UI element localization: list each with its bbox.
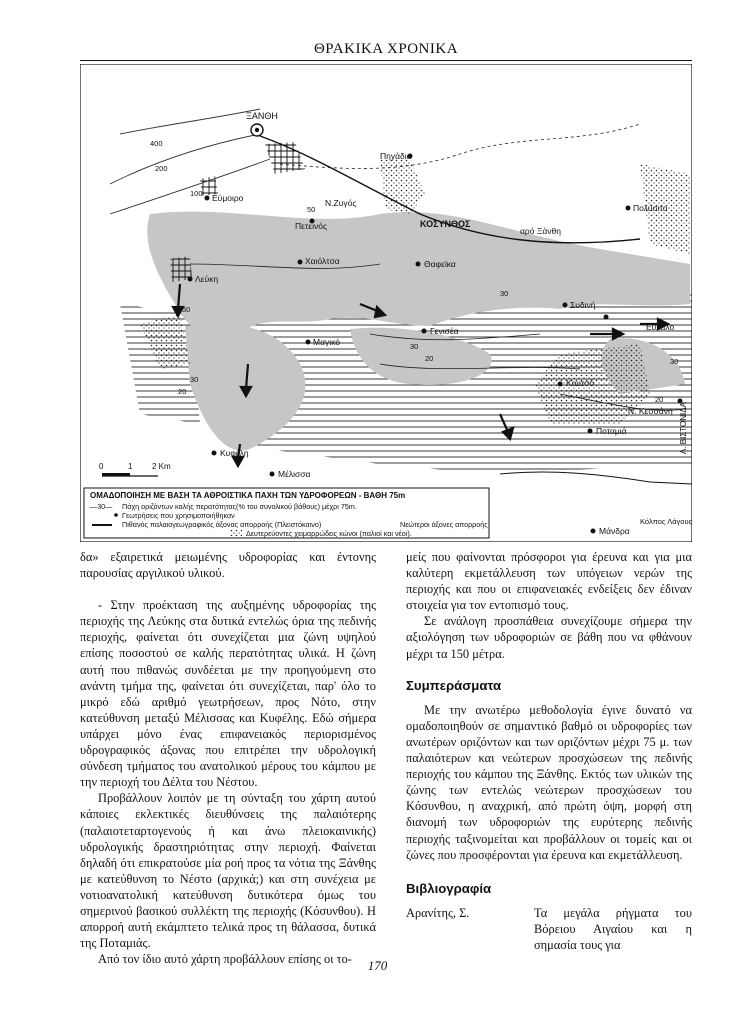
hydrogeological-map — [80, 64, 692, 542]
scale-two: 2 Km — [152, 462, 171, 471]
label-xanthi: ΞΑΝΘΗ — [246, 111, 278, 121]
contour-label-200: 200 — [155, 164, 168, 173]
label-koutso: Κουτσό — [566, 378, 595, 388]
label-evlalo: Εύλαλο — [646, 322, 675, 332]
contour-label-400: 400 — [150, 139, 163, 148]
label-magiko: Μαγικό — [313, 337, 341, 347]
contour-label-20c: 20 — [655, 395, 664, 404]
legend-title: ΟΜΑΔΟΠΟΙΗΣΗ ΜΕ ΒΑΣΗ ΤΑ ΑΘΡΟΙΣΤΙΚΑ ΠΑΧΗ ΤΩΝ ΥΔΡΟΦΟΡΕΩΝ - ΒΑΘΗ 75m — [90, 491, 406, 500]
left-para-0: δα» εξαιρετικά μειωμένης υδροφορίας και έντονης παρουσίας αργιλικού υλικού. — [80, 550, 376, 581]
label-sydini: Συδινή — [570, 300, 596, 310]
header-rule — [80, 60, 692, 61]
right-para-0: μείς που φαίνονται πρόσφοροι για έρευνα και για μια καλύτερη εκμετάλλευση των υπόγειων νερών της περιοχής και που οι επιφανειακές ενδείξεις δεν έδιναν στοιχεία για τον εντοπισμό τους. — [406, 550, 692, 613]
legend-line-4: Δευτερεύοντες χειμαρρώδεις κώνοι (παλιοί και νέοι). — [246, 529, 412, 538]
right-para-2: Με την ανωτέρω μεθοδολογία έγινε δυνατό να ομαδοποιηθούν σε σημαντικό βαθμό οι υδροφορίες των ανωτέρων οριζόντων και των οριζόντων μέχρι 75 μ. των παλαιότερων και νεώτερων προσχώσεων της πεδινής περιοχής του κάμπου της Ξάνθης. Εκτός των υλικών της ζώνης των εντελώς νεώτερων προσχώσεων του Κόσυνθου, η αναχρική, από πρώτη όψη, μορφή στη διανομή των υδροφοριών της ευρύτερης πεδινής περιοχής ταξινομείται και προβάλλουν οι τομείς και οι ζώνες που προσφέρονται για έρευνα και εκμετάλλευση. — [406, 702, 692, 862]
label-lefki: Λεύκη — [195, 274, 219, 284]
label-petinos: Πετεινός — [295, 221, 328, 231]
label-mandra: Μάνδρα — [599, 526, 630, 536]
contour-label-100: 100 — [190, 189, 203, 198]
label-xanthi-lagos: αρό Ξάνθη — [520, 226, 561, 236]
scale-one: 1 — [128, 462, 133, 471]
label-kosynthos: ΚΟΣΥΝΘΟΣ — [420, 219, 471, 229]
label-pigadia: Πηγάδια — [380, 151, 412, 161]
label-n-zygos: Ν.Ζυγός — [325, 198, 357, 208]
heading-bibliography: Βιβλιογραφία — [406, 880, 492, 896]
left-para-2: Προβάλλουν λοιπόν με τη σύνταξη του χάρτη αυτού κάποιες εκλεκτικές διευθύνσεις της παλαιότερης (παλαιοτεταρτογενούς ή και άνω πλειοκαινικής) υδρολογικής δραστηριότητας στην περιοχή. Φαίνεται δηλαδή ότι επικρατούσε μία ροή προς τα νότια της Ξάνθης με κατεύθυνση το Νέστο (αρχικά;) και στη συνέχεια με νοτιοανατολική κατεύθυνση δυτικότερα όμως του σημερινού βασικού συλλέκτη της περιοχής (Κόσυνθου). Η απορροή αυτή εκάμπτετο τελικά προς τη θάλασσα, δυτικά της Ποταμιάς. — [80, 791, 376, 951]
label-genisea: Γενισέα — [430, 326, 459, 336]
legend-line-3b: Νεώτεροι άξονες απορροής — [400, 520, 488, 529]
running-header: ΘΡΑΚΙΚΑ ΧΡΟΝΙΚΑ — [313, 41, 459, 57]
scale-zero: 0 — [99, 462, 104, 471]
label-n-kessani: Ν. Κεσσάνη — [628, 406, 673, 416]
right-text-column — [406, 549, 692, 952]
legend-line-2: Γεωτρήσεις που χρησιμοποιήθηκαν — [122, 511, 235, 520]
page-number: 170 — [367, 958, 388, 973]
heading-conclusions: Συμπεράσματα — [406, 677, 502, 693]
label-avdira-s: Θαφεϊκα — [424, 259, 456, 269]
label-kolpos: Κόλπος Λάγους — [640, 517, 692, 526]
label-melissa: Μέλισσα — [278, 469, 311, 479]
contour-label-20a: 20 — [425, 354, 434, 363]
label-vistonida: Λ. ΒΙΣΤΟΝΙΔΑ — [679, 402, 688, 454]
right-para-1: Σε ανάλογη προσπάθεια συνεχίζουμε σήμερα την αξιολόγηση των υδροφοριών σε βάθη που να φθάνουν μέχρι τα 150 μέτρα. — [406, 614, 692, 661]
contour-label-50b: 50 — [182, 305, 191, 314]
bib-author: Αρανίτης, Σ. — [406, 905, 470, 920]
label-chaiolitsa: Χαιόλτσα — [305, 256, 340, 266]
legend-line-3: Πιθανός παλαιογεωγραφικός άξονας απορροής (Πλειστόκαινο) — [122, 520, 322, 529]
left-para-1: - Στην προέκταση της αυξημένης υδροφορίας της περιοχής της Λεύκης στα δυτικά εντελώς όρια της πεδινής περιοχής, φαίνεται ότι συνεχίζεται μια ζώνη υψηλού επίσης ποσοστού σε καλής περατότητας υλικά. Η ζώνη αυτή που πιθανώς συνδέεται με την προηγούμενη στο ανάντη τμήμα της, φαίνεται ότι συνεχίζεται, παρ' όλο το μικρό εδώ αριθμό γεωτρήσεων, προς Νότο, στην κατεύθυνση μεταξύ Μέλισσας και Κυφέλης. Εδώ σήμερα υπάρχει μόνο ένας επιφανειακός περιορισμένος υδρογραφικός άξονας που επιτρέπει την υδρολογική σύνδεση τμήματος του ανατολικού μέρους του κάμπου με την περιοχή του Δέλτα του Νέστου. — [80, 598, 376, 790]
label-polysito: Πολύσιτο — [633, 203, 668, 213]
legend-line-1: Πάχη οριζόντων καλής περατότητας(% του συνολικού βάθους) μέχρι 75m. — [122, 502, 357, 511]
legend-prefix: —30— — [90, 502, 113, 511]
contour-label-50a: 50 — [307, 205, 316, 214]
left-para-3: Από τον ίδιο αυτό χάρτη προβάλλουν επίσης οι το- — [98, 952, 352, 967]
map-legend — [84, 488, 489, 538]
label-kyfeli: Κυφέλη — [220, 448, 249, 458]
contour-label-30d: 30 — [670, 357, 679, 366]
label-potamia: Ποταμιά — [596, 426, 627, 436]
contour-label-20b: 20 — [178, 387, 187, 396]
contour-label-30b: 30 — [410, 342, 419, 351]
contour-label-30c: 30 — [190, 375, 199, 384]
bibliography-entry — [406, 905, 692, 952]
label-evmoiro: Εύμοιρο — [212, 193, 244, 203]
bib-title: Τα μεγάλα ρήγματα του Βόρειου Αιγαίου και η σημασία τους για — [534, 905, 692, 952]
left-text-column — [80, 549, 376, 967]
contour-label-30a: 30 — [500, 289, 509, 298]
